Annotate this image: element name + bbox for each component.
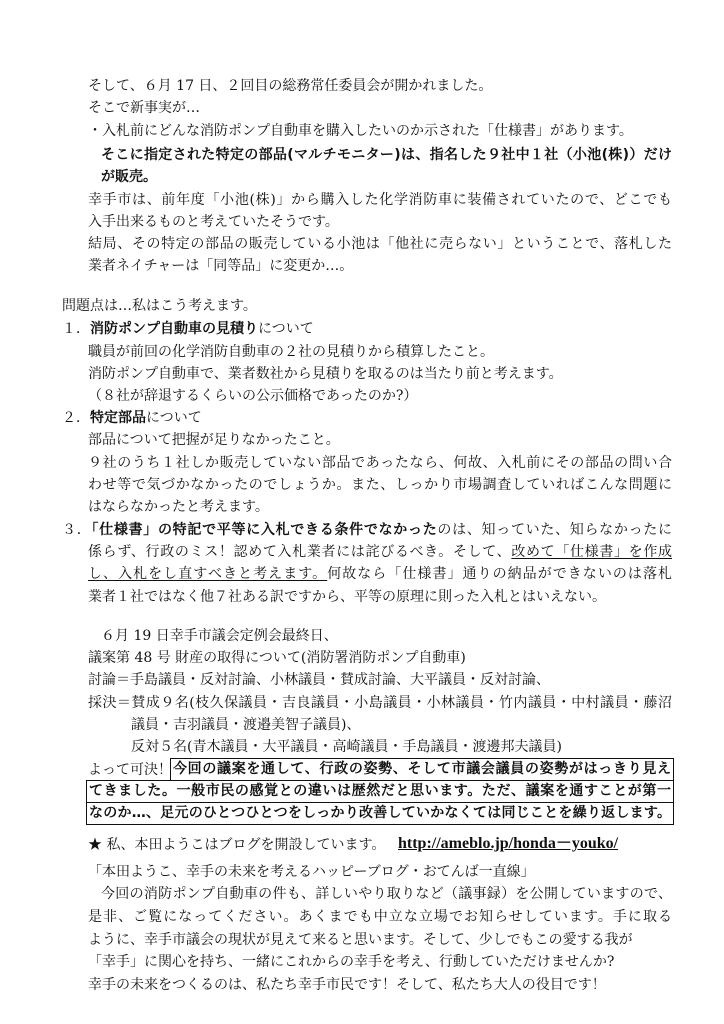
intro-line: 結局、その特定の部品の販売している小池は「他社に売らない」ということで、落札した	[88, 236, 672, 252]
council-date: ６月 19 日幸手市議会定例会最終日、	[101, 628, 338, 644]
issue-2-heading	[62, 407, 202, 429]
intro-bullet-detail: そこに指定された特定の部品(マルチモニター)は、指名した９社中１社（小池(株)）だけ	[101, 147, 672, 163]
blog-announcement	[88, 834, 385, 856]
issue-line: 消防ポンプ自動車で、業者数社から見積りを取るのは当たり前と考えます。	[88, 366, 563, 382]
issue-line: （８社が辞退するくらいの公示価格であったのか?）	[88, 388, 418, 404]
issue-title-suffix: のは、知っていた、知らなかったに	[437, 522, 672, 538]
issue-title: 消防ポンプ自動車の見積り	[90, 321, 258, 337]
issue-line: わせ等で気づかなかったのでしょうか。また、しっかり市場調査していればこんな問題に	[88, 477, 672, 493]
issue-3-heading	[62, 519, 672, 541]
council-bill: 議案第 48 号 財産の取得について(消防署消防ポンプ自動車)	[88, 650, 466, 666]
council-comment-box: 今回の議案を通して、行政の姿勢、そして市議会議員の姿勢がはっきり見え	[170, 758, 674, 781]
issue-text: 何故なら「仕様書」通りの納品ができないのは落札	[327, 566, 672, 582]
intro-bullet-detail: が販売。	[101, 169, 157, 185]
issue-title: 「仕様書」の特記で平等に入札できる条件でなかった	[91, 522, 438, 538]
issue-number: ３．	[62, 522, 92, 538]
issue-underlined-text: 改めて「仕様書」を作成	[511, 544, 672, 560]
intro-line: 入手出来るものと考えていたそうです。	[88, 214, 339, 230]
issue-title-suffix: について	[146, 410, 202, 426]
council-comment-box: なのか…、足元のひとつひとつをしっかり改善していかなくては同じことを繰り返します。	[86, 802, 674, 825]
issue-underlined-text: し、入札をし直すべきと考えます。	[88, 566, 328, 582]
issue-number: ２．	[62, 410, 90, 426]
blog-intro: 私、本田ようこはブログを開設しています。	[106, 837, 386, 853]
council-vote-against: 反対５名(青木議員・大平議員・高崎議員・手島議員・渡邊邦夫議員)	[131, 739, 562, 755]
intro-line: 業者ネイチャーは「同等品」に変更か…。	[88, 258, 354, 274]
issue-line	[88, 563, 672, 585]
issue-text: 係らず、行政のミス！認めて入札業者には詫びるべき。そして、	[88, 544, 512, 560]
blog-title: 「本田ようこ、幸手の未来を考えるハッピーブログ・おてんば一直線」	[88, 864, 535, 880]
blog-line: 幸手の未来をつくるのは、私たち幸手市民です！そして、私たち大人の役目です！	[88, 977, 606, 993]
issue-line: はならなかったと考えます。	[88, 499, 269, 515]
issue-title-suffix: について	[258, 321, 314, 337]
council-vote-for: 採決＝賛成９名(枝久保議員・吉良議員・小島議員・小林議員・竹内議員・中村議員・藤沼	[88, 695, 672, 711]
issue-line	[88, 541, 672, 563]
intro-line: そして、６月 17 日、２回目の総務常任委員会が開かれました。	[88, 78, 493, 94]
council-comment-box: てきました。一般市民の感覚との違いは歴然だと思います。ただ、議案を通すことが第一	[86, 780, 674, 803]
blog-line: ように、幸手市議会の現状が見えて来ると思います。そして、少しでもこの愛する我が	[88, 932, 633, 948]
blog-line: 今回の消防ポンプ自動車の件も、詳しいやり取りなど（議事録）を公開していますので、	[101, 886, 672, 902]
issue-title: 特定部品	[90, 410, 146, 426]
council-vote-for: 議員・吉羽議員・渡邉美智子議員)、	[131, 717, 361, 733]
issues-heading: 問題点は…私はこう考えます。	[62, 298, 257, 314]
issue-line: ９社のうち１社しか販売していない部品であったなら、何故、入札前にその部品の問い合	[88, 455, 672, 471]
council-debate: 討論＝手島議員・反対討論、小林議員・賛成討論、大平議員・反対討論、	[88, 672, 550, 688]
blog-line: 是非、ご覧になってください。あくまでも中立な立場でお知らせしています。手に取る	[88, 909, 672, 925]
intro-bullet: ・入札前にどんな消防ポンプ自動車を購入したいのか示された「仕様書」があります。	[88, 123, 633, 139]
issue-number: １．	[62, 321, 90, 337]
issue-line: 部品について把握が足りなかったこと。	[88, 432, 340, 448]
issue-1-heading	[62, 318, 314, 340]
issue-line: 職員が前回の化学消防自動車の２社の見積りから積算したこと。	[88, 344, 494, 360]
blog-url: http://ameblo.jp/honda－youko/	[398, 835, 619, 852]
intro-line: そこで新事実が…	[88, 100, 200, 116]
blog-line: 「幸手」に関心を持ち、一緒にこれからの幸手を考え、行動していただけませんか?	[88, 954, 615, 970]
issue-line: 業者１社ではなく他７社ある訳ですから、平等の原理に則った入札とはいえない。	[88, 589, 606, 605]
star-icon: ★	[88, 837, 102, 853]
intro-line: 幸手市は、前年度「小池(株)」から購入した化学消防車に装備されていたので、どこでも	[88, 192, 672, 208]
council-result: よって可決！	[88, 762, 172, 778]
